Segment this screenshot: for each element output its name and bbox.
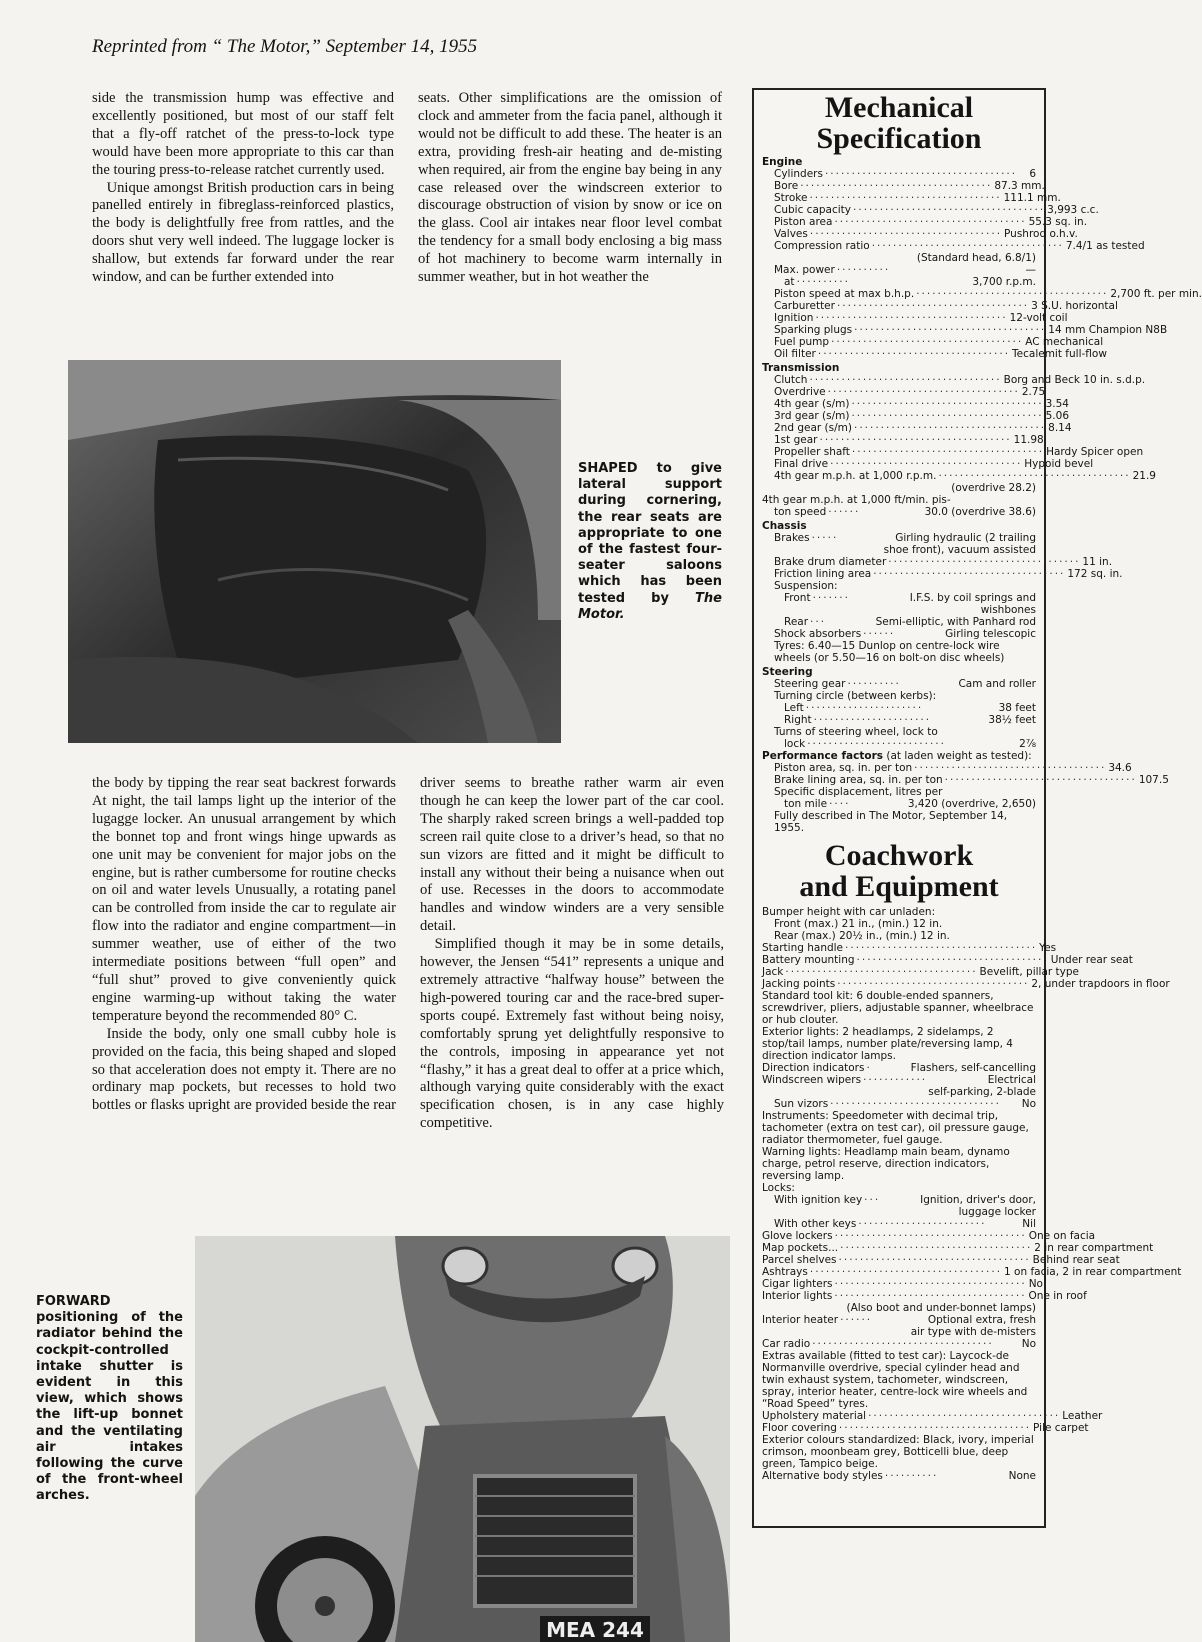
spec-row: Bore ···································· 87.3 mm. [762, 180, 1036, 192]
spec-row: Cigar lighters ···································· No [762, 1278, 1043, 1290]
chassis-heading: Chassis [762, 520, 807, 532]
spec-row: Jack ···································· Bevelift, pillar type [762, 966, 1079, 978]
caption-interior [578, 461, 722, 623]
spec-value: No [1028, 1278, 1043, 1290]
spec-title-2: Specification [816, 122, 982, 155]
spec-value: Hardy Spicer open [1046, 446, 1144, 458]
spec-row: Fuel pump ···································· AC mechanical [762, 336, 1036, 348]
page-header: Reprinted from “ The Motor,” September 14, 1955 [92, 36, 478, 57]
spec-row: Overdrive ···································· 2.75 [762, 386, 1036, 398]
spec-value: 5.06 [1045, 410, 1070, 422]
spec-value: Pushrod o.h.v. [1004, 228, 1078, 240]
spec-text: Rear (max.) 20½ in., (min.) 12 in. [774, 930, 950, 942]
spec-row: Ashtrays ···································· 1 on facia, 2 in rear compartment [762, 1266, 1182, 1278]
spec-row: ton mile ···· 3,420 (overdrive, 2,650) [784, 798, 1036, 810]
spec-row: 2nd gear (s/m) ···································· 8.14 [762, 422, 1036, 434]
spec-key: Ignition [774, 312, 814, 324]
spec-value: 6 [1029, 168, 1036, 180]
spec-row: Propeller shaft ···································· Hardy Spicer open [762, 446, 1036, 458]
transmission-list [762, 374, 1156, 482]
column-1-bottom [92, 775, 396, 1115]
spec-key: Interior lights [762, 1290, 833, 1302]
steering-heading: Steering [762, 666, 813, 678]
equipment-list-3 [762, 1410, 1103, 1434]
caption-source: The Motor. [578, 590, 722, 622]
paragraph: Simplified though it may be in some details, however, the Jensen “541” represents a unique and extremely attractive “halfway house” between the high-powered touring car and the race-bred super-sports coupé. Extremely fast without being noisy, comfortably sprung yet delightfully responsive to the controls, imposing in appearance yet not “flashy,” it has a great deal to offer at a price which, although varying quite considerably with the exact specification chosen, is in any case highly competitive. [420, 936, 724, 1132]
spec-note: (overdrive 28.2) [951, 482, 1036, 494]
spec-key: Final drive [774, 458, 829, 470]
spec-row: Cylinders ···································· 6 [762, 168, 1036, 180]
spec-value: 3.54 [1045, 398, 1069, 410]
paragraph: Unique amongst British production cars in being panelled entirely in fibreglass-reinforced plastics, the body is delightfully free from rattles, and the doors shut very well indeed. The luggage locker is shallow, but extends far forward under the rear window, and can be further extended into [92, 179, 394, 286]
spec-row: Brake lining area, sq. in. per ton ···································· 107.5 [762, 774, 1036, 786]
spec-row: Valves ···································· Pushrod o.h.v. [762, 228, 1036, 240]
spec-value: 7.4/1 as tested [1065, 240, 1145, 252]
interior-photo [68, 360, 561, 743]
spec-key: Bore [774, 180, 799, 192]
column-2-top [418, 90, 722, 287]
spec-key: Cigar lighters [762, 1278, 833, 1290]
spec-note: shoe front), vacuum assisted [883, 544, 1036, 556]
number-plate: MEA 244 [546, 1618, 644, 1642]
spec-row: Direction indicators · Flashers, self-cancelling [762, 1062, 1036, 1074]
spec-row: Rear ··· Semi-elliptic, with Panhard rod [784, 616, 1036, 628]
spec-row: With other keys ························ Nil [774, 1218, 1036, 1230]
spec-key: 4th gear (s/m) [774, 398, 850, 410]
spec-text: Warning lights: Headlamp main beam, dynamo charge, petrol reserve, direction indicators, reversing lamp. [762, 1146, 1010, 1182]
spec-key: Piston area, sq. in. per ton [774, 762, 913, 774]
spec-row: Parcel shelves ···································· Behind rear seat [762, 1254, 1120, 1266]
spec-value: 11.98 [1013, 434, 1044, 446]
spec-value: Behind rear seat [1032, 1254, 1120, 1266]
spec-value: Bevelift, pillar type [979, 966, 1079, 978]
spec-key: Jack [762, 966, 784, 978]
equipment-list-2 [762, 1230, 1182, 1302]
spec-row: Starting handle ···································· Yes [762, 942, 1057, 954]
spec-row: Sparking plugs ···································· 14 mm Champion N8B [762, 324, 1036, 336]
column-2-bottom [420, 775, 724, 1133]
spec-row: Brake drum diameter ···································· 11 in. [762, 556, 1036, 568]
spec-text: Bumper height with car unladen: [762, 906, 936, 918]
spec-key: Propeller shaft [774, 446, 850, 458]
spec-note: (Also boot and under-bonnet lamps) [846, 1302, 1036, 1314]
spec-row: Compression ratio ···································· 7.4/1 as tested [762, 240, 1036, 252]
spec-row: Ignition ···································· 12-volt coil [762, 312, 1036, 324]
spec-key: Glove lockers [762, 1230, 833, 1242]
chassis-list [762, 556, 1123, 580]
spec-note: luggage locker [958, 1206, 1036, 1218]
spec-row: Battery mounting ···································· Under rear seat [762, 954, 1133, 966]
spec-key: Compression ratio [774, 240, 870, 252]
spec-note: air type with de-misters [910, 1326, 1036, 1338]
spec-key: 2nd gear (s/m) [774, 422, 852, 434]
spec-value: 107.5 [1138, 774, 1169, 786]
spec-row: Clutch ···································· Borg and Beck 10 in. s.d.p. [762, 374, 1036, 386]
spec-row: Left ······················ 38 feet [784, 702, 1036, 714]
spec-row: Carburetter ···································· 3 S.U. horizontal [762, 300, 1036, 312]
engine-list-2 [762, 288, 1202, 360]
spec-row: Car radio ·································· No [762, 1338, 1036, 1350]
spec-key: Piston area [774, 216, 833, 228]
spec-value: One in roof [1028, 1290, 1087, 1302]
spec-text: Extras available (fitted to test car): Laycock-de Normanville overdrive, special cylinder head and twin exhaust system, tachometer, windscreen, spray, interior heater, centre-lock wire wheels and “Road Speed” tyres. [762, 1350, 1028, 1410]
spec-value: 87.3 mm. [994, 180, 1045, 192]
spec-text: Suspension: [774, 580, 838, 592]
spec-key: Valves [774, 228, 808, 240]
spec-value: 1 on facia, 2 in rear compartment [1004, 1266, 1182, 1278]
spec-value: 11 in. [1082, 556, 1113, 568]
spec-row: lock ·························· 2⅞ [784, 738, 1036, 750]
spec-value: Pile carpet [1033, 1422, 1089, 1434]
spec-row: Piston area, sq. in. per ton ···································· 34.6 [762, 762, 1036, 774]
spec-value: 2 in rear compartment [1034, 1242, 1154, 1254]
spec-row: With ignition key ··· Ignition, driver's door, [774, 1194, 1036, 1206]
caption-text: SHAPED to give lateral support during cornering, the rear seats are appropriate to one of the fastest four-seater saloons which has been tested by [578, 461, 722, 606]
spec-value: Hypoid bevel [1024, 458, 1094, 470]
spec-row: Alternative body styles ·········· None [762, 1470, 1036, 1482]
spec-value: 2,700 ft. per min. [1110, 288, 1202, 300]
spec-key: Fuel pump [774, 336, 830, 348]
spec-title-1: Mechanical [824, 91, 974, 124]
spec-note: wishbones [980, 604, 1036, 616]
spec-row: 4th gear (s/m) ···································· 3.54 [762, 398, 1036, 410]
spec-key: Parcel shelves [762, 1254, 837, 1266]
spec-row: Shock absorbers ······ Girling telescopic [774, 628, 1036, 640]
spec-text: Front (max.) 21 in., (min.) 12 in. [774, 918, 943, 930]
spec-key: Jacking points [762, 978, 836, 990]
spec-key: Starting handle [762, 942, 844, 954]
spec-row: 4th gear m.p.h. at 1,000 r.p.m. ···································· 21.9 [762, 470, 1036, 482]
spec-value: 3,993 c.c. [1047, 204, 1099, 216]
spec-key: Ashtrays [762, 1266, 808, 1278]
spec-value: 12-volt coil [1009, 312, 1068, 324]
spec-row: Max. power ·········· — [774, 264, 1036, 276]
spec-key: Cylinders [774, 168, 823, 180]
spec-text: Standard tool kit: 6 double-ended spanners, screwdriver, pliers, adjustable spanner, wheelbrace or hub clouter. [762, 990, 1034, 1026]
performance-heading: Performance factors (at laden weight as tested): [762, 750, 1032, 762]
spec-key: Map pockets... [762, 1242, 839, 1254]
spec-value: 172 sq. in. [1067, 568, 1123, 580]
spec-key: Brake drum diameter [774, 556, 887, 568]
spec-row: Oil filter ···································· Tecalemit full-flow [762, 348, 1036, 360]
performance-list [762, 762, 1169, 786]
spec-row: Brakes ····· Girling hydraulic (2 trailing [774, 532, 1036, 544]
spec-row: Piston area ···································· 55.3 sq. in. [762, 216, 1036, 228]
spec-row: Floor covering ···································· Pile carpet [762, 1422, 1089, 1434]
spec-key: Upholstery material [762, 1410, 867, 1422]
spec-key: Brake lining area, sq. in. per ton [774, 774, 943, 786]
spec-text: Specific displacement, litres per [774, 786, 943, 798]
car-photo [195, 1236, 730, 1642]
spec-row: Windscreen wipers ············ Electrical [762, 1074, 1036, 1086]
spec-key: Friction lining area [774, 568, 872, 580]
column-1-top [92, 90, 394, 287]
spec-value: Borg and Beck 10 in. s.d.p. [1003, 374, 1146, 386]
spec-key: 3rd gear (s/m) [774, 410, 850, 422]
paragraph: driver seems to breathe rather warm air even though he can keep the lower part of the car cool. The sharply raked screen brings a well-padded top screen rail quite close to a driver’s head, so that no sun vizors are fitted and it might be difficult to install any without their being a nuisance when out of use. Recesses in the doors to accommodate handles and window winders are a very sensible detail. [420, 775, 724, 935]
spec-text: Locks: [762, 1182, 795, 1194]
spec-text: Exterior lights: 2 headlamps, 2 sidelamps, 2 stop/tail lamps, number plate/reversing lamp, 4 direction indicator lamps. [762, 1026, 1013, 1062]
paragraph: side the transmission hump was effective and excellently positioned, but most of our staff felt that a fly-off ratchet of the press-to-lock type would have been more appropriate to this car than the touring press-to-release ratchet currently used. [92, 90, 394, 178]
spec-row: Glove lockers ···································· One on facia [762, 1230, 1096, 1242]
spec-row: Interior lights ···································· One in roof [762, 1290, 1087, 1302]
spec-value: Leather [1062, 1410, 1103, 1422]
spec-text: Instruments: Speedometer with decimal trip, tachometer (extra on test car), oil pressure gauge, radiator thermometer, fuel gauge. [762, 1110, 1029, 1146]
paragraph: seats. Other simplifications are the omission of clock and ammeter from the facia panel, although it would not be difficult to add these. The heater is an extra, providing fresh-air heating and de-misting when required, air from the engine bay being in any case released over the windscreen exterior to discourage obstruction of vision by snow or ice on the glass. Cool air intakes near floor level combat the tendency for a small body enclosing a big mass of hot machinery to become warm internally in summer weather, but in hot weather the [418, 90, 722, 286]
engine-heading: Engine [762, 156, 803, 168]
spec-row: Interior heater ······ Optional extra, fresh [762, 1314, 1036, 1326]
spec-row: Front ······· I.F.S. by coil springs and [784, 592, 1036, 604]
spec-row: Cubic capacity ···································· 3,993 c.c. [762, 204, 1036, 216]
spec-text: Tyres: 6.40—15 Dunlop on centre-lock wire wheels (or 5.50—16 on bolt-on disc wheels) [774, 640, 1005, 664]
spec-key: Sparking plugs [774, 324, 853, 336]
caption-forward: FORWARD positioning of the radiator behind the cockpit-controlled intake shutter is evident in this view, which shows the lift-up bonnet and the ventilating air intakes following the curve of the front-wheel arches. [36, 1294, 183, 1504]
spec-row: ton speed ······ 30.0 (overdrive 38.6) [774, 506, 1036, 518]
spec-note: self-parking, 2-blade [928, 1086, 1036, 1098]
spec-text: Fully described in The Motor, September 14, 1955. [774, 810, 1008, 834]
spec-row: Jacking points ···································· 2, under trapdoors in floor [762, 978, 1170, 990]
spec-value: 3 S.U. horizontal [1031, 300, 1118, 312]
spec-key: Cubic capacity [774, 204, 852, 216]
spec-value: 2.75 [1021, 386, 1046, 398]
spec-value: 111.1 mm. [1003, 192, 1061, 204]
paragraph: Inside the body, only one small cubby hole is provided on the facia, this being shaped and sloped so that acceleration does not empty it. There are no ordinary map pockets, but recesses to hold two bottles or flasks upright are provided beside the rear [92, 1025, 396, 1114]
spec-row: 1st gear ···································· 11.98 [762, 434, 1036, 446]
spec-key: Overdrive [774, 386, 826, 398]
spec-key: Carburetter [774, 300, 835, 312]
spec-row: Sun vizors ································ No [774, 1098, 1036, 1110]
spec-value: Yes [1039, 942, 1057, 954]
transmission-heading: Transmission [762, 362, 840, 374]
spec-value: Tecalemit full-flow [1012, 348, 1107, 360]
spec-text: 4th gear m.p.h. at 1,000 ft/min. pis- [762, 494, 951, 506]
spec-key: 4th gear m.p.h. at 1,000 r.p.m. [774, 470, 937, 482]
spec-note: (Standard head, 6.8/1) [916, 252, 1036, 264]
spec-row: Friction lining area ···································· 172 sq. in. [762, 568, 1036, 580]
spec-value: Under rear seat [1050, 954, 1133, 966]
spec-row: Steering gear ·········· Cam and roller [774, 678, 1036, 690]
spec-value: 8.14 [1048, 422, 1072, 434]
spec-value: AC mechanical [1025, 336, 1104, 348]
spec-key: Battery mounting [762, 954, 855, 966]
coachwork-title-2: and Equipment [799, 870, 999, 903]
spec-value: 21.9 [1132, 470, 1156, 482]
spec-key: Floor covering [762, 1422, 837, 1434]
spec-value: 55.3 sq. in. [1028, 216, 1088, 228]
spec-value: 2, under trapdoors in floor [1031, 978, 1170, 990]
spec-value: 34.6 [1108, 762, 1132, 774]
spec-text: Turns of steering wheel, lock to [774, 726, 938, 738]
paragraph: the body by tipping the rear seat backrest forwards At night, the tail lamps light up the interior of the lugagge locker. An unusual arrangement by which the bonnet top and front wings hinge upwards as one unit may be convenient for major jobs on the engine, but is rather cumbersome for routine checks on oil and water levels Unusually, a rotating panel can be controlled from inside the car to regulate air flow into the radiator and engine compartment—in summer weather, use of either of the two intermediate positions between “full open” and “full shut” proved to give conveniently quick engine warming-up without taking the water temperature beyond the recommended 80° C. [92, 775, 396, 1024]
spec-row: Upholstery material ···································· Leather [762, 1410, 1103, 1422]
spec-row: Right ······················ 38½ feet [784, 714, 1036, 726]
engine-list [762, 168, 1145, 252]
specification-box [752, 88, 1202, 1528]
spec-value: One on facia [1028, 1230, 1096, 1242]
spec-text: Turning circle (between kerbs): [774, 690, 937, 702]
spec-value: 14 mm Champion N8B [1048, 324, 1168, 336]
spec-row: Map pockets... ···································· 2 in rear compartment [762, 1242, 1154, 1254]
equipment-list-1 [762, 942, 1170, 990]
coachwork-title-1: Coachwork [824, 839, 974, 872]
spec-row: Piston speed at max b.h.p. ···································· 2,700 ft. per min. [762, 288, 1036, 300]
spec-key: Oil filter [774, 348, 816, 360]
spec-row: Stroke ···································· 111.1 mm. [762, 192, 1036, 204]
spec-key: 1st gear [774, 434, 818, 446]
spec-key: Clutch [774, 374, 808, 386]
spec-row: 3rd gear (s/m) ···································· 5.06 [762, 410, 1036, 422]
spec-row: Final drive ···································· Hypoid bevel [762, 458, 1036, 470]
spec-key: Piston speed at max b.h.p. [774, 288, 915, 300]
spec-text: Exterior colours standardized: Black, ivory, imperial crimson, moonbeam grey, Botticelli blue, deep green, Tampico beige. [762, 1434, 1034, 1470]
spec-row: at ·········· 3,700 r.p.m. [784, 276, 1036, 288]
spec-key: Stroke [774, 192, 808, 204]
